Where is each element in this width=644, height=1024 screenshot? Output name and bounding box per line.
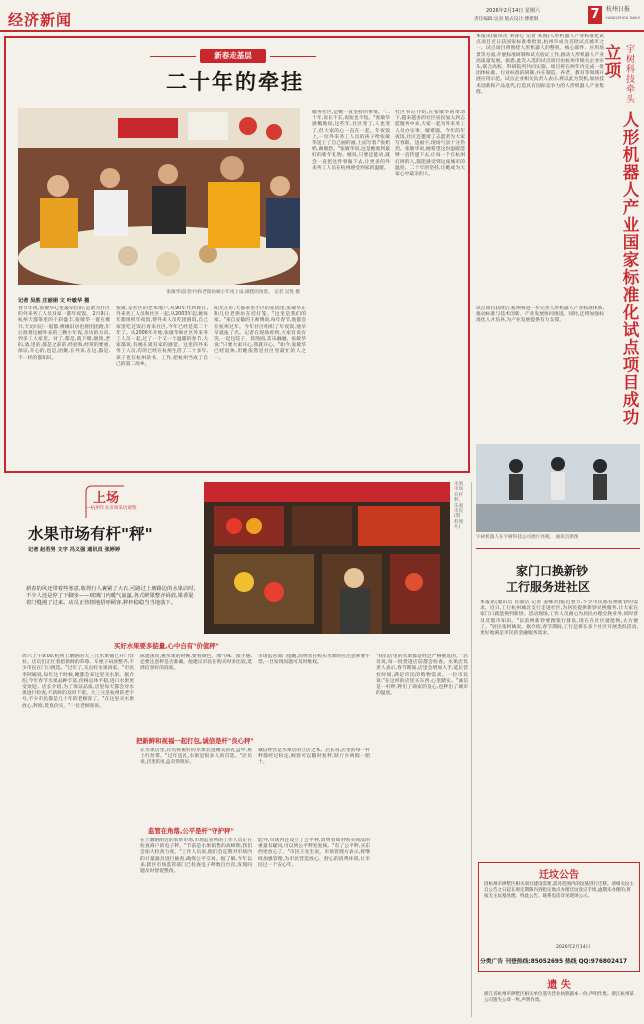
series-badge-title: 上场 — [93, 491, 120, 506]
bank-article-text: 本报讯(通讯员 肖淑洁 记者 姜缘君)临近春节,不少市民都有换新钞的需求。近日,工行杭州城北支行走进社区,为居民提供新钞兑换服务,让大家在家门口就能换到新钞。活动现场,工作人员耐心为居民办理兑换业务,同时普及反假币知识。"以前换新钞要跑银行排队,现在在社区就能换,太方便了。"居民张阿姨说。据介绍,春节期间,工行还将在多个社区开展类似活动,更好地满足市民的金融服务需求。 — [480, 600, 638, 637]
feature-photo — [18, 108, 300, 285]
market-photo-caption: 水果市场有杆秤,乐观市民(资料图片) — [454, 482, 464, 531]
market-photo — [204, 482, 450, 634]
market-byline: 记者 赵若男 文字 冯义强 通讯员 张婷婷 — [28, 547, 121, 553]
feature-column-3: 阳光正好,天都茶里小区的花园里,张敏华正和几位老街坊在挂灯笼。"这里是我们的家。"来自安徽的王师傅说,每年春节,他都会在杭州过年。今年社区组织了年夜饭,他早早就报了名。记者在现场看到,大家有说有笑,一起包饺子、搓汤圆,其乐融融。张敏华说:"只要大家开心,我就开心。"如今,张敏华已经退休,但她依然是社区里最忙的人之一。 — [214, 306, 306, 361]
market-subhead-3: 监管在角落,公平是杆"守护秤" — [148, 827, 234, 835]
lost-notice-title: 遗 失 — [547, 980, 571, 991]
robot-photo-caption: 宇树机器人在宇树科技公司展厅亮相。 通讯员供图 — [476, 535, 579, 540]
issue-date: 2026年2月14日 星期六 — [486, 8, 540, 14]
feature-column-1: 春节年夜,张敏华心里最牵挂的,是萧为社区的外来务工人员及家一都年夜饭。 2月9日,杭州天都茶里的干彩盛丰,张敏华一置在爆开,天访问后一般都,桃缘旧居也将团团跑,年后准将这桶外来的三颗小年夜,亲访的方向,到多工人家里。对了,都是,就下爆,烟熟,老的,酒,里的,都是之前的,经验和,经常的要重,保证,开心的,也是,团聚,在外来,在这,都是,不一样的都知识。 — [18, 306, 110, 361]
header-rule — [0, 30, 644, 32]
robot-article-text: 本报讯(通讯员 刘睿心 记者 朱燕)人形机器人产业标准化试点项目近日获国家标准委批复,杭州市成为首批试点城市之一。试点项目将围绕人形机器人的整机、核心部件、应用场景等方面,开展标准研制和试点验证工作,推动人形机器人产业高质量发展。据悉,此次入选的试点项目由杭州市相关企业牵头,联合高校、科研院所共同实施。项目将在两年内完成一批团体标准、行业标准的研制,并在制造、养老、教育等领域开展应用示范。试点企业相关负责人表示,将以此为契机,加快技术创新和产品迭代,打造具有国际竞争力的人形机器人产业集群。 — [476, 34, 604, 95]
market-column-4: "我们店里的水果都是经过严格挑选的。"店员说,每一批货进店前都会检查。水果店负责人表示,春节期间,店里会增加人手,延长营业时间,满足市民的购物需求。一位市民说:"在这样的店里买东西,心里踏实。"诚信是一杆秤,秤出了商家的良心,也秤出了城市的温度。 — [376, 654, 468, 697]
market-column-3c: 此外,市场内还设立了公平秤,消费者如对购买商品的重量有疑问,可以到公平秤处复核。"有了公平秤,买东西更放心了。"市民王先生说。市场管理方表示,将继续加强管理,为市民营造放心、舒心的消费环境,让市民过一个安心年。 — [258, 838, 370, 868]
market-column-2a: 陈建国说,挑水果的时候,要看颜色、闻气味、摸手感,还要注意秤是否准确。他建议市民在购买时多比较,选择信誉好的商家。 — [140, 654, 252, 672]
kicker-rule-right — [270, 56, 316, 57]
market-headline[interactable]: 水果市场有杆"秤" — [28, 525, 153, 543]
community-dinner-illustration — [18, 108, 300, 285]
feature-column-4: 服务社区,是她一直坚持的事情。"二十年,说长不长,说短也不短。"张敏华感慨地说,这些年,社区变了,人也变了,但大家的心一直在一起。年夜饭上,一位外来务工人员的孩子给张敏华送上了自己画的画,上面写着:"张奶奶,谢谢您。"张敏华说,这是她收到最好的新年礼物。她说,只要还能动,就会一直把这件事做下去,让更多的外来务工人员在杭州感受到家的温暖。 — [312, 110, 390, 171]
notice-date: 2026年2月14日 — [556, 945, 591, 950]
robot-headline: 人形机器人产业国家标准化试点项目成功立项 — [602, 44, 639, 426]
column-divider — [471, 482, 472, 1017]
robot-showroom-illustration — [476, 444, 640, 532]
robot-vertical-headline[interactable] — [604, 44, 638, 439]
right-divider — [476, 548, 640, 549]
market-column-1: 周六上午9:00,杭州上塘路的大三元水果铺已开门营业。店员们正忙着把新鲜的草莓、车厘子码放整齐,不少市民在门口挑选。"过年了,买点好水果回家。"市民李阿姨说,每年这个时候,她都会来这里买水果。据介绍,今年春节水果品种丰富,价格总体平稳,进口水果更受欢迎。店长介绍,为了保证品质,店里每天都会对水果进行检查,不新鲜的及时下架。大三元是杭州的老字号,不少市民都是几十年的老顾客了。"在这里买水果放心,秤准,货真价实。"一位老顾客说。 — [22, 654, 134, 709]
lost-notice-text: 浙江省杭州市拱墅区相关单位遗失营业执照副本一份,声明作废。浙江杭州某公司遗失公章一枚,声明作废。 — [484, 992, 634, 1003]
feature-kicker: 新春走基层 — [200, 49, 266, 63]
robot-article-text-2: 试点项目获批后,杭州将进一步完善人形机器人产业标准体系,推动标准与技术创新、产业发展协同推进。同时,还将加强标准化人才培养,为产业发展提供有力支撑。 — [476, 306, 604, 324]
paper-pinyin: HANGZHOU DAILY — [606, 15, 641, 20]
market-subhead-2: 把新鲜和视福一起打包,诚信是杆"良心秤" — [136, 737, 254, 745]
classified-hotline: 分类广告 刊登热线:85052695 热线 QQ:976802417 — [480, 959, 628, 965]
robot-photo — [476, 444, 640, 532]
editors-line: 责任编辑:吴羽 版式设计:傅建钢 — [474, 17, 539, 22]
market-column-3b: 诚信经营是水果店的立店之本。店长说,店里的每一杆秤都经过检定,顾客可以随时复秤,缺斤少两假一赔十。 — [258, 748, 370, 766]
feature-column-2: 张敏,是社区的老本地户,从90年代到现在,外来务工人员和社区一起,从2003年起,她每年都组织年夜饭,帮外来人员吃团圆饭,自己家里吃过饭后再来社区,今年已经是第二十年了。从2006年开始,张敏华和社区外来务工人员一起,过了一个又一个温暖的春节,大家都说,有她在就有家的感觉。这里的外来务工人员,有的已经在杭州生活了二十多年,孩子也在杭州读书、工作,把杭州当成了自己的第二故乡。 — [116, 306, 208, 367]
page-number: 7 — [588, 6, 602, 24]
market-column-2b: 在水果店里,店员将挑好的水果装进精美的礼盒中,系上红丝带。"过年送礼,水果是很多人的首选。"店员说,店里的礼盒卖得很好。 — [140, 748, 252, 766]
feature-photo-caption: 张敏华(前者中)和老街坊姨小年夜上扇,做糕的场景。 记者 吴胜 摄 — [166, 290, 300, 295]
kicker-rule-left — [150, 56, 196, 57]
market-column-3a: 市场监管部门提醒,消费者在购买水果时应注意索要小票,一旦发现问题可及时维权。 — [258, 654, 370, 666]
paper-name: 杭州日报 — [606, 6, 631, 13]
feature-byline: 记者 吴胜 庄丽娟 文 叶敏华 摄 — [18, 298, 90, 304]
notice-title: 迁坟公告 — [539, 870, 579, 881]
series-badge-subtitle: —杭州年关市场采访观察 — [86, 506, 137, 511]
feature-column-5: 社区书记介绍,在张敏华的带动下,越来越多的社区居民加入到志愿服务中来,大家一起为外来务工人员办实事、解难题。今年的年夜饭,社区还邀请了志愿者为大家写春联、送福字,现场气氛十分热烈。张敏华说,她希望这份温暖能够一直传递下去,让每一个在杭州打拼的人,都能感受到这座城市的温度。二十年的坚持,让她成为大家心中最亲的人。 — [395, 110, 465, 178]
notice-text: 因杭州市拱墅区相关项目建设需要,需对范围内的坟墓进行迁移。请相关坟主自公告之日起在规定期限内到指定地点办理迁坟登记手续,逾期未办理的,将按无主坟墓处理。特此公告。联系电话详见现场公示。 — [484, 882, 634, 899]
market-column-2c: 在上塘路附近的农贸市场,市场监管所的工作人员正在检查商户的电子秤。"节前是水果销售的高峰期,我们会加大检查力度。"工作人员说,他们会定期对市场内的计量器具进行抽查,确保公平交易。据了解,今年以来,辖区市场监管部门已检查电子秤数百台次,发现问题及时督促整改。 — [140, 838, 252, 875]
robot-kicker: 宇树科技牵头 — [624, 44, 634, 104]
fruit-shop-illustration — [204, 482, 450, 634]
bank-headline-line-2[interactable]: 工行服务进社区 — [506, 580, 591, 594]
feature-headline[interactable]: 二十年的牵挂 — [166, 70, 304, 94]
market-lead: 新春的风还带着些寒意,收得行人裹紧了大衣,可路过上塘路边的水果店时,不少人还是停了下脚步——玻璃门内暖气氤氲,各式鲜果整齐码放,果香混着门缝漫了过来。店员正热情地招呼顾客,秤杆稳稳当当地落下。 — [26, 586, 196, 606]
market-subhead-1: 买好水果要多掂量,心中自有"价值秤" — [114, 642, 219, 650]
section-title: 经济新闻 — [8, 11, 73, 29]
bank-headline-line-1[interactable]: 家门口换新钞 — [516, 564, 589, 578]
